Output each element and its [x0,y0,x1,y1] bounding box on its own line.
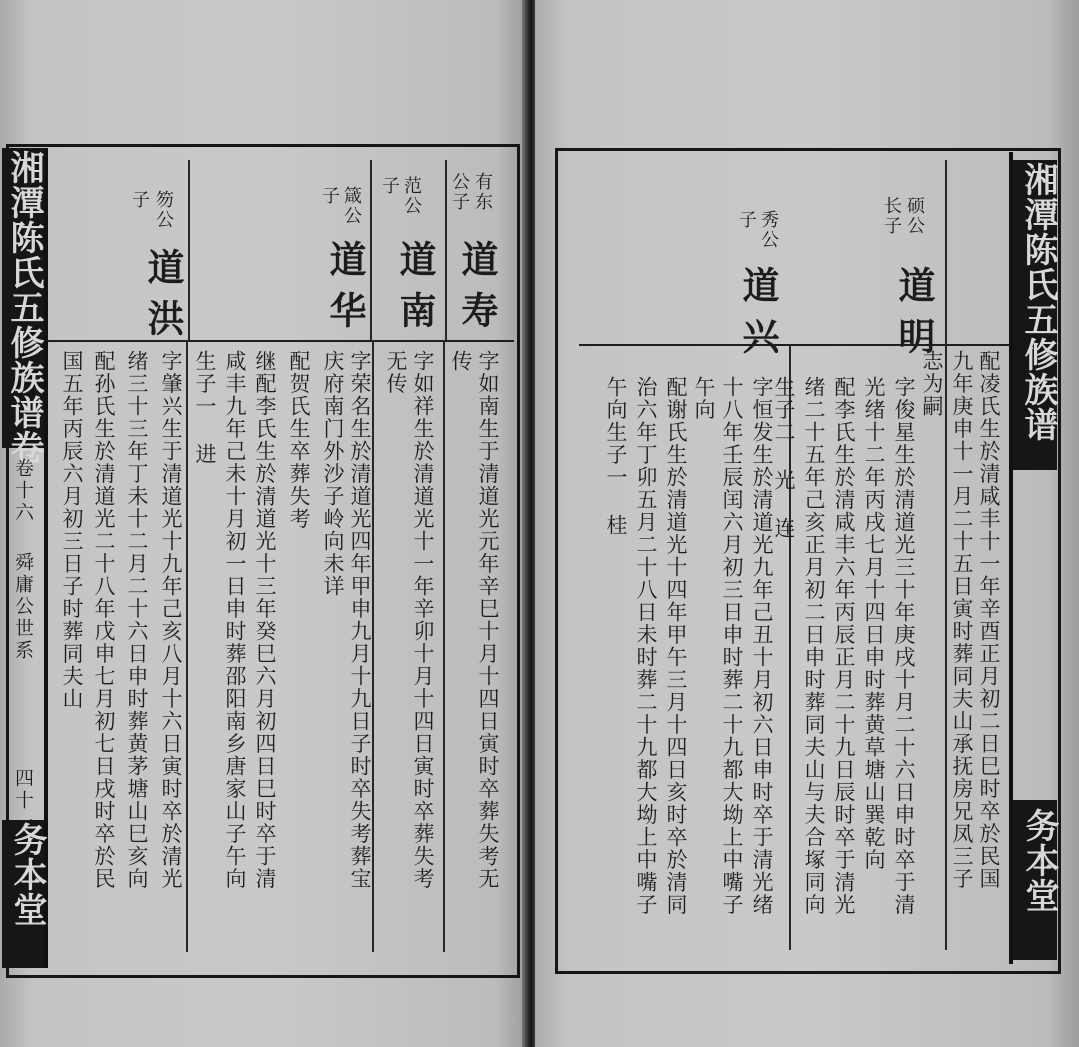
bio-line: 十八年壬辰闰六月初三日申时葬二十九都大坳上中嘴子 [720,376,744,916]
bio-line: 庆府南门外沙子岭向未详 [321,350,345,598]
bio-line: 光绪十二年丙戌七月十四日申时葬黄草塘山巽乾向 [862,376,886,871]
bio-line: 生子一 进 [193,350,217,466]
bio-line: 国五年丙辰六月初三日子时葬同夫山 [60,350,84,710]
bio-line: 志为嗣 [920,350,944,418]
father-label: 有东 [472,172,493,212]
father-label: 长子 [881,196,902,236]
bio-line: 字荣名生於清道光四年甲申九月十九日子时卒失考葬宝 [348,350,372,890]
lineage-section: 舜庸公世系 [12,552,34,662]
bio-line: 午向 [692,376,716,421]
right-title-band-text: 湘潭陈氏五修族谱 [1018,162,1058,442]
bio-line: 字恒发生於清道光九年己丑十月初六日申时卒于清光绪 [750,376,774,916]
member-name: 道寿 [455,240,499,342]
bio-line: 午向生子一 桂 [604,376,628,537]
bio-line: 无传 [384,350,408,395]
bio-line: 绪二十五年己亥正月初二日申时葬同夫山与夫合塚同向 [802,376,826,916]
right-hall-band-text: 务本堂 [1019,808,1059,913]
volume-number: 卷十六 [12,458,34,524]
left-page [0,0,527,1047]
member-name: 道兴 [736,266,780,368]
bio-line: 传 [449,350,473,373]
bio-line: 字如南生于清道光元年辛巳十月十四日寅时卒葬失考无 [476,350,500,890]
father-label: 公子 [449,172,470,212]
left-hall-band-text: 务本堂 [7,822,47,927]
father-label: 子 [129,190,150,210]
father-label: 子 [736,210,757,230]
right-page [535,0,1079,1047]
father-label: 范公 [401,176,422,216]
bio-line: 字如祥生於清道光十一年辛卯十月十四日寅时卒葬失考 [411,350,435,890]
father-label: 箴公 [341,186,362,226]
father-label: 硕公 [904,196,925,236]
bio-line: 配孙氏生於清道光二十八年戊申七月初七日戌时卒於民 [92,350,116,890]
page-number: 四十一 [12,768,34,834]
entry-column-rule [945,160,947,344]
bio-line: 生子二 光 连 [772,376,796,540]
left-title-band-text: 湘潭陈氏五修族谱卷 [4,150,44,465]
entry-column-rule [186,340,188,952]
entry-column-rule [945,344,947,950]
bio-line: 配李氏生於清咸丰六年丙辰正月二十九日辰时卒于清光 [832,376,856,916]
father-label: 笏公 [153,190,174,230]
bio-line: 配贺氏生卒葬失考 [287,350,311,530]
member-name: 道南 [393,240,437,342]
member-name: 道洪 [141,248,185,350]
bio-line: 配谢氏生於清道光十四年甲午三月十四日亥时卒於清同 [664,376,688,916]
father-label: 子 [379,176,400,196]
member-name: 道华 [323,240,367,342]
father-label: 秀公 [758,210,779,250]
bio-line: 绪三十三年丁未十二月二十六日申时葬黄茅塘山巳亥向 [125,350,149,890]
entry-column-rule [445,160,447,340]
father-label: 子 [319,186,340,206]
bio-line: 九年庚申十一月二十五日寅时葬同夫山承抚房兄凤三子 [950,350,974,890]
bio-line: 咸丰九年己未十月初一日申时葬邵阳南乡唐家山子午向 [223,350,247,890]
bio-line: 字俊星生於清道光三十年庚戌十月二十六日申时卒于清 [892,376,916,916]
member-name: 道明 [892,266,936,368]
bio-line: 配凌氏生於清咸丰十一年辛酉正月初二日巳时卒於民国 [977,350,1001,890]
bio-line: 治六年丁卯五月二十八日未时葬二十九都大坳上中嘴子 [634,376,658,916]
bio-line: 字肇兴生于清道光十九年己亥八月十六日寅时卒於清光 [159,350,183,890]
entry-column-rule [443,340,445,952]
bio-line: 继配李氏生於清道光十三年癸巳六月初四日巳时卒于清 [253,350,277,890]
